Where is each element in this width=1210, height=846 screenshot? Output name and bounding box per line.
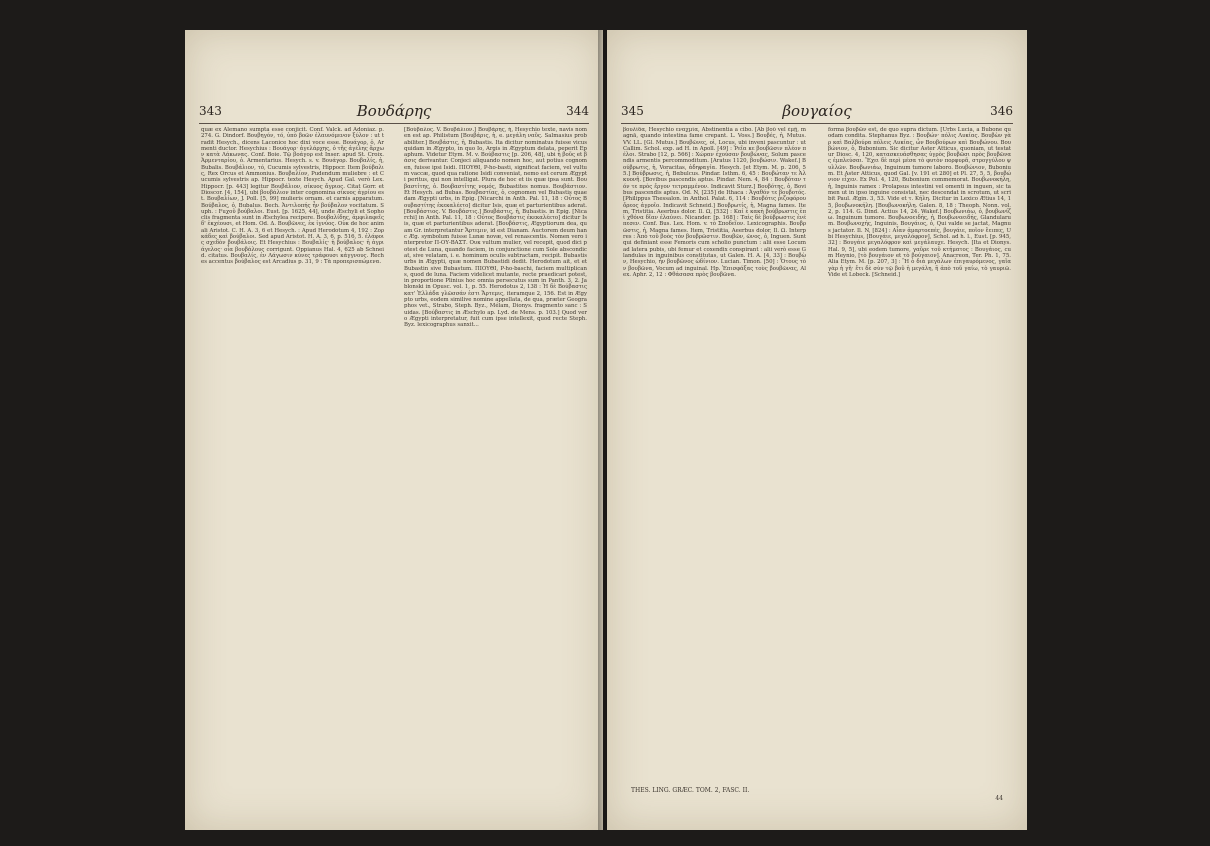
right-column-a: βουλίδα, Hesychio εναχμία, Abstinentia a cibo. [Ab βοῦ vel ἐμῇ, magnā, quando intestina fame crepant. L. Voss.] Βουβές, ἡ, Mutus. VV. LL. [Gl. Mutus.] Βουβῶνες, οἱ, Locus, ubi inveni pascuntur : ut Callim. Schol. exp. ad H. in Apoll. [49] : Ῥεῖα κε βουβῶσιν πλέον πέλοι. Strabo [12, p. 566] : Χώραν ἐχούσαν βουβώνας, Solum pascendis armentis percommoditum. [Aratus 1120, βουβώσιν. Wakef.] Βούβρωτις, ἡ, Voracitas, ἀδηφαγία. Hesych. [et Etym. M. p. 206, 55.] Βούβρωσις, ἡ, Βαbulcus. Pindar. Isthm. 6, 45 : Βουβώταν τε Ἀλκυονῆ. [Bovibus pascendis aptus. Pindar. Nem. 4, 84 : Βουβόταν τόν τε πρὸς ἔργον τετραμμένον. Indicavit Sturz.] Βουβότης, ὁ, Bovibus pascendis aptus. Od. N, [235] de Ithaca : Ἀγαθόν τε βουβοτός. [Philippus Thessalon. in Anthol. Palat. 6, 114 : Βουβότις ῥιζοφόρου ὄρεος ἀγροῖο. Indicavit Schneid.] Βουβρωτίς, ἡ, Magna fames. Item, Tristitia. Aeerbus dolor. Il. Ω, [532] : Καί ἑ κακὴ βούβρωστις ἐπὶ χθόνα δῖαν ἐλαύνει. Nicander. [p. 168] : Ταὶς δὲ βούβρωστις ἐνέπεσεν. Conf. Bus. Lex. Hom. v. τὸ Σποδεῖον. Lexicographis. Βουβρῶστις, ἡ, Magna fames. Item, Tristitia, Aeerbus dolor, Il. Ω. Interpres : Ἀπὸ τοῦ βοὸς τὸν βουβρῶστιν. Βουβῶν, ῶνος, ὁ, Inguen. Sunt qui definiant esse Femoris cum scholio punctum : alii esse Locum ad latera pubis, ubi femur et coxendix conspirant : alii verò esse Glandulas in inguinibus constitutas, ut Galen. H. A. [4, 33] : Βουβὼν, Hesychio, ἦν βουβῶνος ὠδίνιον. Lucian. Timon. [50] : Ὅτους τὸν βουβῶνα, Vocum ad inguinal. Hp. Ἐπισφάξας τοὺς βουβῶνας, Alex. Aphr. 2, 12 : Φθάσασα πρὸς βουβῶνα. (623, 127, 806, 278)
right-page-header (621, 102, 1013, 122)
left-page (185, 30, 603, 830)
right-page (607, 30, 1027, 830)
right-page-running-title: βουγαίος (782, 102, 852, 120)
right-page-columns (623, 127, 1011, 800)
right-header-rule (621, 123, 1013, 124)
left-page-column-number: 344 (566, 104, 589, 118)
footer-signature-text: THES. LING. GRÆC. TOM. 2, FASC. II. (631, 787, 750, 794)
left-page-running-title: Βουδάρης (356, 102, 432, 120)
right-page-number: 346 (990, 104, 1013, 118)
left-page-number: 343 (199, 104, 222, 118)
left-column-a: quæ ex Alemano sumpta esse conjicit. Conf. Valck. ad Adoniaz. p. 274. G. Dindorf. Βουβηγόν, τό, ὑπὸ βοῶν ἐλαυνόμενον ξύλον : ut tradit Hesych., dicens Laconice hoc dixi voce esse. Βουάγορ, ὁ, Armenti ductor. Hesychius : Βουάγορ· ἀγελάρχης, ὁ τῆς ἀγέλης ἄρχων κατὰ Λάκωνας. Conf. Boie. Τῷ βοάγορ est Inser. apud St. Croix. Ἀρμενταρίου, ὁ. Armentarius. Hesych. s. v. Βουάγορ. Βουβαλίς, ἡ, Bubalis. Βουβάλιον, τό, Cucumis sylvestris, Hippocr. Item βούβαλις, Rex Orcus et Ammonius. Βουβαλίον, Pudendum muliebre : et Cucumis sylvestris ap. Hippocr. texte Hesych. Apud Gal. verò Lex. Hippocr. [p. 443] legitur Βουβάλιον, σίκυος ἄγριος. Citat Gorr. et Dioscor. [4, 154], ubi βουβάλιον inter cognomina σίκυος ἀγρίου est. Βουβαλίων, J. Poll. [5, 99] mulieris ornam. et carnis apparatum. Βούβαλος, ὁ, Bubalus. Bech. Ἀντιλοπής ἦν βούβαλον vocitatum. Suph. : Fuχοῦ βούβαλοι. Eust. [p. 1625, 44], unde Æschyli et Sophoclis fragmenta sunt in Æschylea recipere. Βουβαλίδης, ἀμφιλαφεῖς δ' ἐκχέουσι, et Hom. Od. Δ. Βουβῶνες, ἐκ ἰγνύος. Οὐκ de hoc animali Aristot. C. H. A. 3, 6 et Hesych. : Apud Herodotum 4, 192 : Ζορκάδες καὶ βούβαλοι. Sed apud Aristot. H. A. 3, 6, p. 516, 5. ἐλάφοις σχεδὸν βουβάλοις. Et Hesychius : Βουβαλίς· ἡ βούβαλος· ἡ ἀγριάγελος· οἷα βουβάλους corrigunt. Oppianus Hal. 4, 625 ab Schneid. citatus. Βουβαλίς, ἐν Λάγωσιν κύνες τράφουσι κάγγνους. Reches accentus βούβαλος est Arcadius p. 31, 9 : Τὰ προπερισπώμενα. (201, 127, 384, 266)
footer-sheet-number: 44 (995, 795, 1003, 802)
left-page-header (199, 102, 589, 122)
left-page-columns (201, 127, 587, 800)
left-column-b: [Βούβαλος. V. Βουβάλιον.] Βουβάρης, ἡ, Hesychio texte, navis nomen est ap. Philistum [Βουβάρις, ἡ, e. μεγάλη ναῦς. Salmasius probabiliter.] Βουβάστις, ἡ, Bubastis. Ita dicitur nominatus fuisse vicus quidam in Ægypto, in quo Io, Argis in Ægyptum delata, peperit Epaphum. Videtur Etym. M. v. Βούβαστις [p. 206, 48], ubi ἡ βοῦς et βάσις derivantur. Conjeci aliquando nomen hoc, aut potius cognomen, fuisse ipsi Isidi. ΠΙΟΥΘΙ, P-ho-basti, significat faciem, vel vultum vaccæ, quod qua ratione Isidi conveniat, nemo est cerum Ægypti peritus, qui non intelligat. Plura de hoc et iis quæ ipsa sunt. Βουβαστίτης, ὁ. Βουβαστίτης νομός, Bubastites nomus. Βουβάστιον. Et Hesych. ad Bubas. Βουβαστίας, ὁ, cognomen vel Bubastis quaedam Ægypti urbs, in Epig. [Nicarchi in Anth. Pal. 11, 18 : Οὗτος Βουβαστίτης ἐκεκαλέετο] dicitur Isis, quæ et parturientibus aderat. [Βουβάστιος. V. Βουβάστις.] Βουβάστις, ἡ, Bubastis. in Epig. [Nicarchi] in Anth. Pal. 11, 18 : Οὗτος Βουβάστις ἐκεκαλέετο] dicitur Isis, quæ et parturientibus aderat. [Βουβάστις, Ægyptiorum dea, quam Gr. interpretantur Ἄρτεμιν, id est Dianam. Auctorem deum hanc Æg. symbolum fuisse Lunæ novæ, vel renascentis. Nomen vero interpretor Π-ΟΥ-ΒΑΣΤ. Ουκ vultum mulier, vel recepit, quod dici potest de Luna, quando faciem, in conjunctione cum Sole abscondicat, sive velatam, i. e. hominum oculis subtractam, recipit. Bubastis urbs in Ægypti, quæ nomen Bubastidi dedit. Herodotum ait, et et Bubastin sive Bubastum. ΠΙΟΥΘΙ, P-ho-baschi, faciem multiplicans, quod de luna. Faciem videlicet mutante, recte praedicari potest, in proportione Plinius hoc omnia persecutus sum in Panth. 3, 2. Jablonski in Opusc. vol. 1, p. 55. Herodotus 2, 138 : Ἡ δὲ Βούβαστις κατ' Ἑλλάδα γλῶσσάν ἐστι Ἄρτεμις, iteramque 2, 156. Est in Ægypto urbs, eodem similive nomine appellata, de qua, præter Geographos vet., Strabo, Steph. Byz., Mélam, Dionys. fragmento sanc : Suidas. [Βούβαστις in Æschylo ap. Lyd. de Mens. p. 103.] Quod vero Ægypti interpretatur, fuit cum ipse intellexit, quod recte Steph. Byz. lexicographus sanxit... (404, 127, 587, 329)
right-column-b: forma βουβῶν est, de quo supra dictum. [Urbs Lucia, a Bubone quodam condita. Stephanus Byz. : Βουβών· πόλις Λυκίας. Βουβὼν γὰρ καὶ Βαλβούρα πόλεις Λυκίας, ὧν Βουβούρων καὶ Βουβώνου. Βουβώνιον, ὁ, Bubonium. Sic dicitur Aster Atticus, quoniam, ut testatur Diosc. 4, 120, κατασκευάσθησας ὑγρὸς βουβῶσι πρὸς βουβῶνας ἐμπλεύσαι. Ἔχει δὲ περὶ μέσα τὸ φυτὸν πορφυρᾶ, στρογγύλου ψυλλῶν. Βουβωνιάω, Inguinum tumore laboro. Βουβώνιον, Bubonium. Et Aster Atticus, quod Gal. [v. 191 et 280] et Pl. 27, 5, 5, βουβώνιον εἶχεν. Ex Pol. 4, 120, Bubonium commemorat. Βουβωνοκήλη, ἡ, Inguinis ramex : Prolapsus intestini vel omenti in inguen, sic tamen ut in ipso inguine consistat, nec descendat in scrotum, ut scribit Paul. Ægin. 3, 53. Vide et τ. Κήλη. Dicitur in Lexico Ætius 14, 15, βουβωνοκήλη. [Βουβωνοκήλη. Galen. 8, 18 : Theoph. Nonn. vol. 2, p. 114. G. Dind. Actius 14, 24. Wakef.] Βουβωνιάω, ὁ, βουβωνίζω. Inguinum tumore. Βουβωνοειδής, ἡ, Βουβωνοειδής, Glandularum. Βουβωνοχής, Inguinis. Βουγάιος, ὁ, Qui valde se jactat, Magnus jactator. Il. N, [824] : Αἶαν ἁμαρτοεπές, βουγάιε, ποῖον ἔειπες, Ubi Hesychius, [Βουγάιε, μεγαλόφρον], Schol. ad h. l., Eust. [p. 945, 32] : Βουγάιε μεγαλόφρον καὶ μεγάλαυχε. Hesych. [Ita et Dionys. Hal. 9, 5], ubi eodem tumore, γαῦρε τοῦ κτήματος : Βουγάιος, cum Heynio, [τὸ βουγάιον et τὸ βούγαιον]. Anacreon, Ter. Ph. 1, 75. Alia Etym. M. [p. 207, 3] : Ἢ ὁ διὰ μεγάλων ἐπιγαυρόμενος, γαῖα γὰρ ἡ γῆ· ἔτι δὲ σὺν τῷ βοῦ ἡ μεγάλη, ἢ ἀπὸ τοῦ γαίω, τὸ γαυριῶ. Vide et Lobeck. [Schneid.] (828, 127, 1011, 278)
left-header-rule (199, 123, 589, 124)
right-page-column-number: 345 (621, 104, 644, 118)
right-page-footer (631, 787, 1003, 802)
